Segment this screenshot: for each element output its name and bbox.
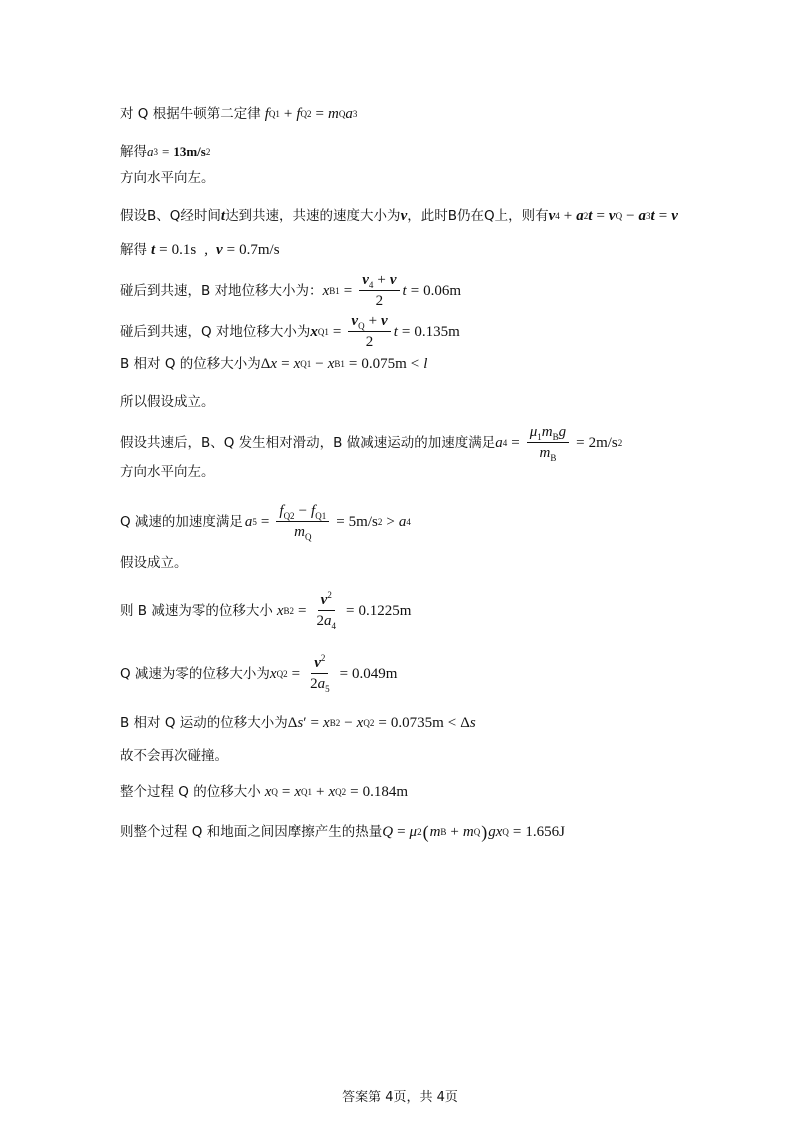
value: 0.1225m	[358, 602, 412, 619]
text: 方向水平向左。	[120, 170, 215, 186]
text: 假设B、Q经时间	[120, 208, 221, 224]
text: B 相对 Q 的位移大小为	[120, 356, 261, 372]
value: 0.135m	[414, 323, 460, 340]
equation: x Q1 = $\frac{v_Q + v}{2}$ t = 0.135m	[310, 313, 460, 350]
value: 2m/s	[588, 434, 618, 451]
line-xb2	[120, 592, 411, 629]
text: 碰后到共速，Q 对地位移大小为	[120, 323, 311, 340]
equation: f Q1 + f Q2 = m Q a 3	[264, 106, 358, 122]
line-xb1	[120, 272, 461, 309]
equation: a 4 = $\frac{\mu_1m_Bg}{m_B}$ = 2m/s 2	[495, 424, 623, 463]
text: 方向水平向左。	[120, 464, 215, 480]
text: 解得	[120, 242, 147, 258]
value: 0.075m	[361, 356, 407, 372]
text: Q 减速的加速度满足	[120, 513, 243, 530]
line-no-collision	[120, 746, 228, 766]
line-direction	[120, 168, 215, 188]
equation: x B1 = $\frac{v_4 + v}{2}$ t = 0.06m	[322, 272, 462, 309]
value: 0.0735m	[390, 715, 444, 731]
value: 0.7m/s	[239, 242, 280, 258]
line-result-a3	[120, 142, 210, 162]
line-relative-displacement	[120, 354, 427, 374]
text: 则 B 减速为零的位移大小	[120, 602, 273, 619]
text: 故不会再次碰撞。	[120, 748, 228, 764]
text: B 相对 Q 运动的位移大小为	[120, 715, 288, 731]
v-symbol: v	[400, 208, 408, 224]
line-assumption-holds	[120, 392, 215, 412]
line-assume-common-speed	[120, 206, 678, 226]
equation: v 4 + a 2 t = v Q − a 3 t = v	[548, 208, 678, 224]
line-assumption-holds-2	[120, 553, 188, 573]
line-xq-total	[120, 782, 408, 802]
text: 解得	[120, 144, 147, 160]
value: 0.049m	[352, 665, 398, 682]
line-direction-2	[120, 462, 215, 482]
equation: x Q2 = $\frac{v^2}{2a_5}$ = 0.049m	[269, 653, 398, 694]
value: 1.656J	[525, 824, 565, 840]
text: ，此时B仍在Q上，则有	[407, 208, 549, 224]
text: 达到共速，共速的速度大小为	[225, 208, 401, 224]
value: 13m/s	[173, 144, 206, 159]
line-relative-motion	[120, 713, 476, 733]
line-xq1	[120, 313, 460, 350]
t-symbol: t	[220, 208, 226, 224]
equation: x B2 = $\frac{v^2}{2a_4}$ = 0.1225m	[276, 590, 412, 631]
line-a5	[120, 503, 411, 540]
text: 所以假设成立。	[120, 394, 215, 410]
equation: Δ s ′ = x B2 − x Q2 = 0.0735m < Δ s	[287, 715, 476, 731]
text: 碰后到共速，B 对地位移大小为：	[120, 282, 323, 299]
equation: Δ x = x Q1 − x B1 = 0.075m < l	[260, 356, 428, 372]
value: 0.184m	[362, 784, 409, 800]
line-result-t-v	[120, 240, 280, 260]
equation: t = 0.1s , v = 0.7m/s	[151, 242, 280, 258]
line-heat	[120, 822, 565, 842]
text: 整个过程 Q 的位移大小	[120, 784, 261, 800]
equation: a 5 = $\frac{f_{Q2} - f_{Q1}}{m_Q}$ = 5m/s 2 > a 4	[244, 503, 411, 542]
equation: Q = μ 2 ( m B + m Q ) g x Q = 1.656J	[382, 822, 565, 842]
equation: a 3 = 13m/s 2	[147, 142, 210, 162]
text: Q 减速为零的位移大小为	[120, 665, 270, 682]
line-xq2	[120, 655, 397, 692]
equation: x Q = x Q1 + x Q2 = 0.184m	[264, 784, 409, 800]
value: 0.1s	[171, 242, 197, 258]
value: 0.06m	[423, 282, 462, 299]
line-a4	[120, 424, 622, 461]
text: 对 Q 根据牛顿第二定律	[120, 106, 261, 122]
text: 假设共速后，B、Q 发生相对滑动，B 做减速运动的加速度满足	[120, 434, 496, 451]
line-newton-second-law	[120, 104, 357, 124]
text: 则整个过程 Q 和地面之间因摩擦产生的热量	[120, 824, 383, 840]
page-footer: 答案第 4页，共 4页	[342, 1090, 458, 1105]
text: 假设成立。	[120, 555, 188, 571]
value: 5m/s	[348, 513, 378, 530]
